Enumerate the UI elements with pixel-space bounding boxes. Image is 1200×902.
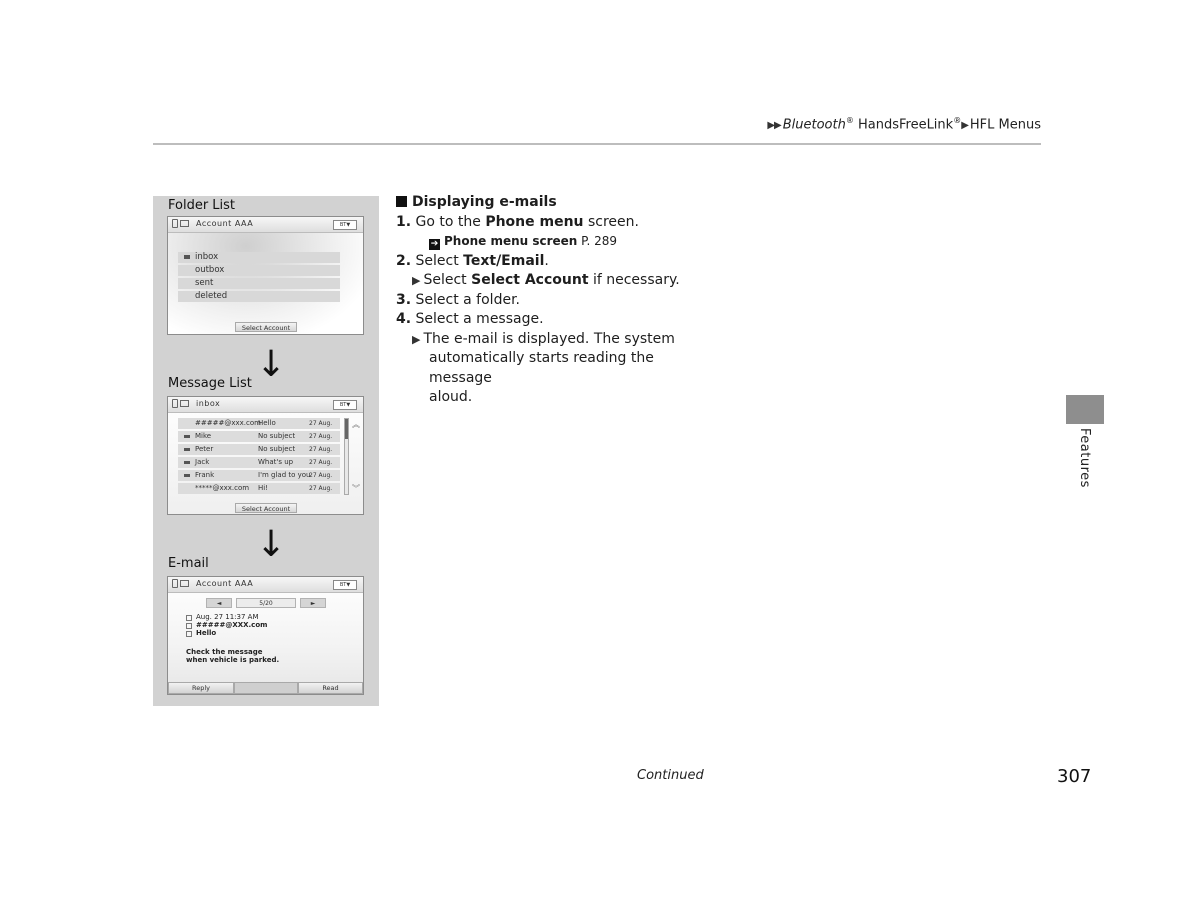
step-number: 4. <box>396 311 412 327</box>
step-4-sub-line2: automatically starts reading the message <box>429 350 654 386</box>
registered-mark: ® <box>845 116 854 125</box>
phone-icon <box>172 219 178 228</box>
bluetooth-status-icon: BT▼ <box>333 220 357 230</box>
message-date: 27 Aug. <box>309 433 333 440</box>
message-subject: No subject <box>258 432 296 440</box>
section-heading <box>396 193 716 213</box>
screen-header <box>168 397 363 413</box>
phone-icon <box>172 399 178 408</box>
continued-label: Continued <box>637 768 704 783</box>
sender-icon <box>186 623 192 629</box>
step-number: 1. <box>396 213 412 230</box>
step-1-reference[interactable] <box>396 232 716 252</box>
breadcrumb-bluetooth: Bluetooth <box>782 117 846 133</box>
message-row[interactable] <box>178 418 340 429</box>
phone-icon <box>172 579 178 588</box>
down-arrow-icon: ↓ <box>256 344 287 385</box>
header-rule <box>153 143 1041 145</box>
reference-arrow-icon: ➔ <box>430 239 439 249</box>
step-text: Go to the <box>415 213 486 230</box>
center-button[interactable] <box>234 682 298 694</box>
step-text: The e-mail is displayed. The system <box>423 330 675 347</box>
step-text: Select <box>415 252 464 269</box>
step-text: Select <box>423 272 472 288</box>
message-from: Peter <box>195 445 214 453</box>
message-subject: No subject <box>258 445 296 453</box>
folder-item-outbox[interactable] <box>178 265 340 276</box>
double-triangle-icon: ▶▶ <box>767 120 781 132</box>
screen-header <box>168 577 363 593</box>
screen-title: Account AAA <box>196 579 254 588</box>
step-text: Select a folder. <box>415 291 520 308</box>
message-date: 27 Aug. <box>309 446 333 453</box>
unread-marker-icon <box>184 461 190 464</box>
message-from: Frank <box>195 471 215 479</box>
email-from: #####@XXX.com <box>196 621 268 629</box>
message-date: 27 Aug. <box>309 485 333 492</box>
scroll-up-icon[interactable]: ︽ <box>352 420 360 429</box>
step-number: 2. <box>396 252 412 269</box>
folder-list-label: Folder List <box>168 198 236 213</box>
mail-icon <box>180 400 189 407</box>
step-2 <box>396 252 716 272</box>
registered-mark: ® <box>953 116 962 125</box>
triangle-icon: ▶ <box>961 120 968 132</box>
unread-marker-icon <box>184 448 190 451</box>
message-row[interactable] <box>178 470 340 481</box>
step-4 <box>396 310 716 330</box>
unread-marker-icon <box>184 474 190 477</box>
next-message-button[interactable]: ► <box>300 598 326 608</box>
message-subject: Hello <box>258 419 276 427</box>
read-button[interactable]: Read <box>298 682 363 694</box>
step-text: . <box>544 252 549 269</box>
step-bold: Phone menu <box>485 213 584 230</box>
message-subject: Hi! <box>258 484 269 492</box>
page-number: 307 <box>1057 766 1092 787</box>
folder-item-inbox[interactable] <box>178 252 340 263</box>
reply-button[interactable]: Reply <box>168 682 234 694</box>
mail-icon <box>180 220 189 227</box>
instructions <box>396 193 716 408</box>
message-from: *****@xxx.com <box>195 484 250 492</box>
folder-item-sent[interactable] <box>178 278 340 289</box>
scrollbar[interactable] <box>344 418 349 495</box>
message-list-label: Message List <box>168 376 252 391</box>
subject-icon <box>186 631 192 637</box>
selected-marker-icon <box>184 255 190 259</box>
folder-label: outbox <box>195 265 225 275</box>
select-account-button[interactable]: Select Account <box>235 322 297 332</box>
date-icon <box>186 615 192 621</box>
screen-title: inbox <box>196 399 221 408</box>
select-account-button[interactable]: Select Account <box>235 503 297 513</box>
mail-icon <box>180 580 189 587</box>
email-screen <box>167 576 364 695</box>
message-date: 27 Aug. <box>309 459 333 466</box>
folder-label: sent <box>195 278 214 288</box>
heading-text: Displaying e-mails <box>412 194 557 210</box>
section-tab <box>1066 395 1104 424</box>
email-label: E-mail <box>168 556 209 571</box>
step-bold: Select Account <box>471 272 589 288</box>
screen-header <box>168 217 363 233</box>
scroll-down-icon[interactable]: ︾ <box>352 484 360 493</box>
message-subject: I'm glad to you <box>258 471 311 479</box>
message-row[interactable] <box>178 431 340 442</box>
square-bullet-icon <box>396 196 407 207</box>
step-bold: Text/Email <box>463 252 545 269</box>
message-row[interactable] <box>178 444 340 455</box>
unread-marker-icon <box>184 435 190 438</box>
step-text: screen. <box>583 213 639 230</box>
folder-item-deleted[interactable] <box>178 291 340 302</box>
breadcrumb <box>767 116 1041 132</box>
triangle-icon: ▶ <box>412 274 421 287</box>
folder-label: deleted <box>195 291 228 301</box>
email-date: Aug. 27 11:37 AM <box>196 613 259 621</box>
previous-message-button[interactable]: ◄ <box>206 598 232 608</box>
email-body-line1: Check the message <box>186 648 263 656</box>
folder-label: inbox <box>195 252 219 262</box>
down-arrow-icon: ↓ <box>256 524 287 565</box>
step-4-sub <box>396 330 716 350</box>
message-from: #####@xxx.com <box>195 419 261 427</box>
message-list-screen <box>167 396 364 515</box>
message-from: Jack <box>195 458 210 466</box>
triangle-icon: ▶ <box>412 332 421 346</box>
step-4-sub-line3: aloud. <box>429 389 473 405</box>
section-label: Features <box>1077 428 1092 488</box>
message-date: 27 Aug. <box>309 472 333 479</box>
message-subject: What's up <box>258 458 294 466</box>
reference-title: Phone menu screen <box>444 234 578 248</box>
email-body-line2: when vehicle is parked. <box>186 656 280 664</box>
step-2-sub <box>396 271 716 291</box>
screen-title: Account AAA <box>196 219 254 228</box>
scrollbar-thumb[interactable] <box>345 419 348 439</box>
folder-list-screen <box>167 216 364 335</box>
message-counter: 5/20 <box>236 598 296 608</box>
bluetooth-status-icon: BT▼ <box>333 580 357 590</box>
message-row[interactable] <box>178 483 340 494</box>
message-from: Mike <box>195 432 212 440</box>
email-subject: Hello <box>196 629 217 637</box>
step-1 <box>396 213 716 233</box>
message-date: 27 Aug. <box>309 420 333 427</box>
breadcrumb-handsfreelink: HandsFreeLink <box>853 117 954 133</box>
step-text: Select a message. <box>415 311 544 327</box>
message-row[interactable] <box>178 457 340 468</box>
breadcrumb-hfl-menus: HFL Menus <box>969 117 1041 133</box>
step-3 <box>396 291 716 311</box>
bluetooth-status-icon: BT▼ <box>333 400 357 410</box>
step-text: if necessary. <box>588 272 680 288</box>
email-footer <box>168 682 363 694</box>
step-number: 3. <box>396 291 412 308</box>
reference-page: P. 289 <box>577 234 618 248</box>
